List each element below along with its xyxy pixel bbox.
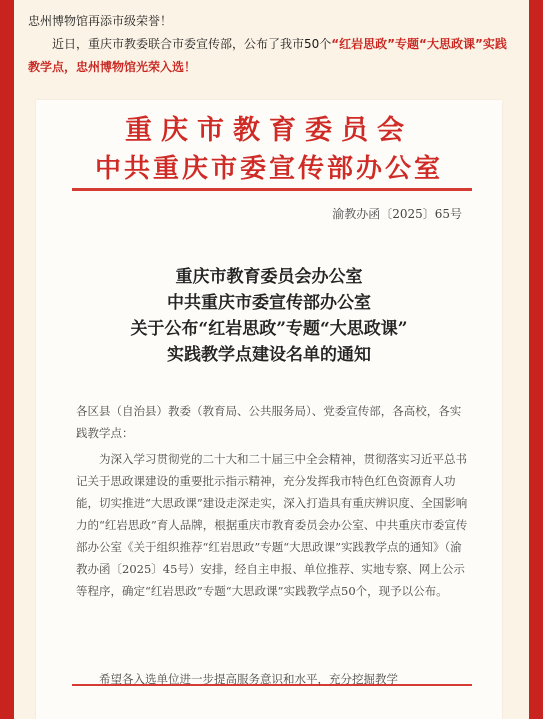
header-org-education-commission: 重庆市教育委员会 <box>125 115 413 146</box>
title-line: 关于公布“红岩思政”专题“大思政课” <box>130 319 408 339</box>
title-line: 实践教学点建设名单的通知 <box>167 345 371 365</box>
title-line: 中共重庆市委宣传部办公室 <box>167 293 371 313</box>
document-number: 渝教办函〔2025〕65号 <box>332 207 462 221</box>
header-red-rule <box>72 188 472 191</box>
document-paragraph: 希望各入选单位进一步提高服务意识和水平，充分挖掘教学 <box>99 672 398 686</box>
article-frame <box>14 0 529 719</box>
intro-highlight: “红岩思政”专题“大思政课”实践教学点，忠州博物馆光荣入选！ <box>28 37 507 74</box>
header-org-propaganda-office: 中共重庆市委宣传部办公室 <box>94 154 443 184</box>
document-paragraph: 为深入学习贯彻党的二十大和二十届三中全会精神，贯彻落实习近平总书记关于思政课建设的重要批示指示精神，充分发挥我市特色红色资源育人功能，切实推进“大思政课”建设走深走实，深入打造具有重庆辨识度、全国影响力的“红岩思政”育人品牌，根据重庆市教育委员会办公室、中共重庆市委宣传部办公室《关于组织推荐“红岩思政”专题“大思政课”实践教学点的通知》（渝教办函〔2025〕45号）安排，经自主申报、单位推荐、实地专察、网上公示等程序，确定“红岩思政”专题“大思政课”实践教学点50个，现予以公布。 <box>76 452 468 598</box>
intro-text: 近日，重庆市教委联合市委宣传部，公布了我市50个 <box>52 37 332 51</box>
title-line: 重庆市教育委员会办公室 <box>175 267 363 287</box>
document-title <box>36 264 502 368</box>
intro-paragraph <box>28 33 518 79</box>
article-intro <box>28 10 518 79</box>
intro-headline: 忠州博物馆再添市级荣誉！ <box>28 14 173 28</box>
document-image <box>36 100 502 719</box>
document-salutation: 各区县（自治县）教委（教育局、公共服务局）、党委宣传部，各高校，各实践教学点： <box>76 404 462 440</box>
